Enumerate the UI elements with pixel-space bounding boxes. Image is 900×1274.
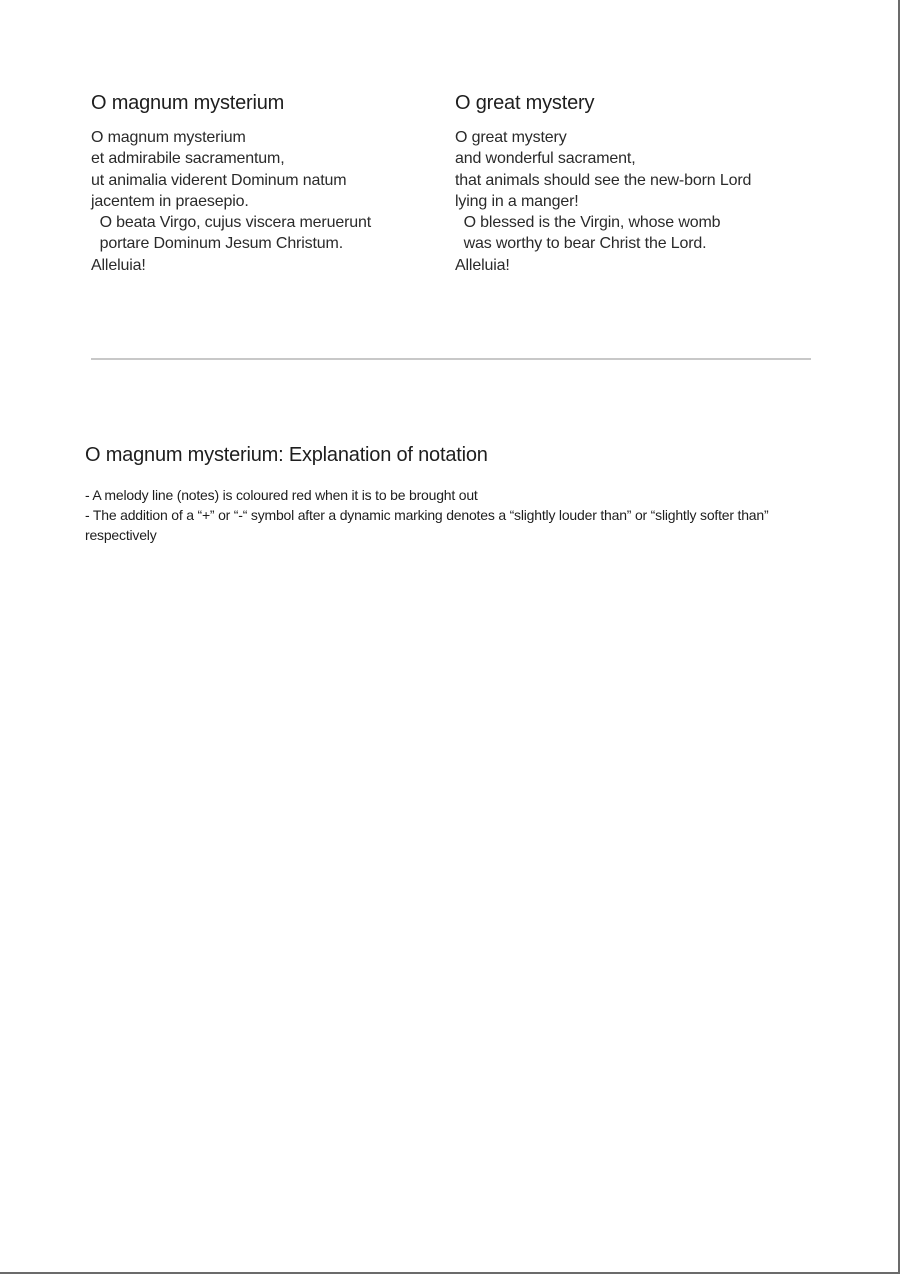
latin-line: O magnum mysterium [91,129,246,146]
latin-heading: O magnum mysterium [91,92,285,114]
notes-item: - A melody line (notes) is coloured red when it is to be brought out [85,487,478,503]
english-lyrics [455,127,815,276]
english-line: O great mystery [455,129,567,146]
section-divider [91,358,811,360]
latin-lyrics [91,127,451,276]
notes-list [85,485,805,545]
latin-line: Alleluia! [91,256,146,274]
latin-line: jacentem in praesepio. [91,192,249,210]
notes-title: O magnum mysterium: Explanation of notation [85,444,488,466]
latin-line: et admirabile sacramentum, [91,150,285,168]
english-line: Alleluia! [455,256,510,274]
latin-line: portare Dominum Jesum Christum. [91,235,344,253]
english-line: O blessed is the Virgin, whose womb [455,214,721,232]
latin-lyrics-column [91,92,451,276]
latin-line: O beata Virgo, cujus viscera meruerunt [91,214,372,232]
english-heading: O great mystery [455,92,595,114]
latin-line: ut animalia viderent Dominum natum [91,171,347,189]
english-line: lying in a manger! [455,192,579,210]
english-line: was worthy to bear Christ the Lord. [455,235,707,253]
english-line: that animals should see the new-born Lord [455,171,752,189]
notes-item: - The addition of a “+” or “-“ symbol after a dynamic marking denotes a “slightly louder than” or “slightly softer than” respectively [85,507,769,543]
notation-explanation [85,444,805,545]
english-lyrics-column [455,92,815,276]
english-line: and wonderful sacrament, [455,150,636,168]
